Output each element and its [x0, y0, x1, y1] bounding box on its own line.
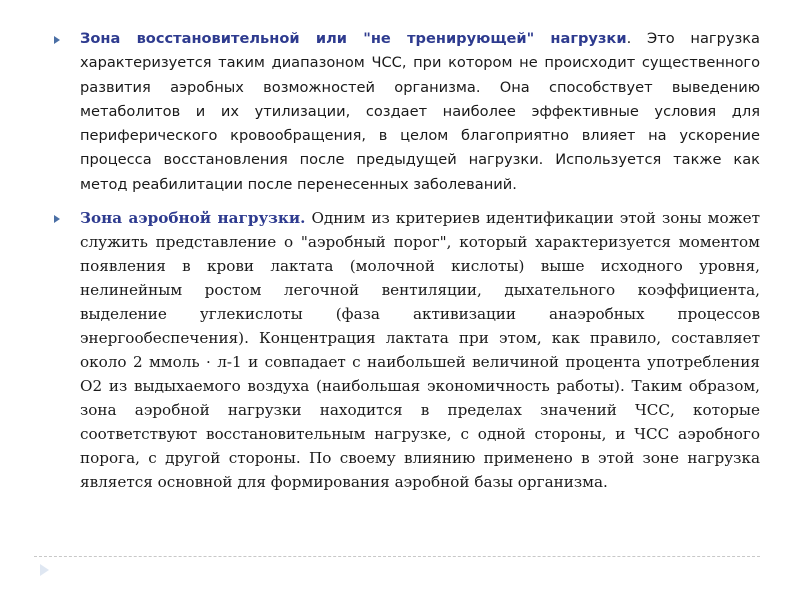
- paragraph-recovery-zone: [80, 27, 760, 197]
- paragraph-aerobic-zone: [80, 206, 760, 494]
- bullet-list: [52, 27, 760, 503]
- triangle-bullet-icon: [54, 215, 60, 223]
- term-aerobic-zone: Зона аэробной нагрузки.: [80, 209, 306, 228]
- paragraph-text: Это нагрузка характеризуется таким диапазоном ЧСС, при котором не происходит существенного развития аэробных возможностей организма. Она способствует выведению метаболитов и их утилизации, создает наиболее эффективные условия для периферического кровообращения, в целом благоприятно влияет на ускорение процесса восстановления после предыдущей нагрузки. Используется также как метод реабилитации после перенесенных заболеваний.: [80, 30, 760, 193]
- arrow-right-icon: [40, 564, 49, 576]
- bullet-item-aerobic-zone: [52, 206, 760, 494]
- bullet-item-recovery-zone: [52, 27, 760, 197]
- term-recovery-zone: Зона восстановительной или "не тренирующей" нагрузки: [80, 30, 627, 47]
- footer-divider: [34, 556, 760, 557]
- paragraph-text: Одним из критериев идентификации этой зоны может служить представление о "аэробный порог", который характеризуется моментом появления в крови лактата (молочной кислоты) выше исходного уровня, нелинейным ростом легочной вентиляции, дыхательного коэффициента, выделение углекислоты (фаза активизации анаэробных процессов энергообеспечения). Концентрация лактата при этом, как правило, составляет около 2 ммоль · л-1 и совпадает с наибольшей величиной процента употребления О2 из выдыхаемого воздуха (наибольшая экономичность работы). Таким образом, зона аэробной нагрузки находится в пределах значений ЧСС, которые соответствуют восстановительным нагрузке, с одной стороны, и ЧСС аэробного порога, с другой стороны. По своему влиянию применено в этой зоне нагрузка является основной для формирования аэробной базы организма.: [80, 209, 760, 492]
- triangle-bullet-icon: [54, 36, 60, 44]
- term-suffix: .: [626, 30, 632, 47]
